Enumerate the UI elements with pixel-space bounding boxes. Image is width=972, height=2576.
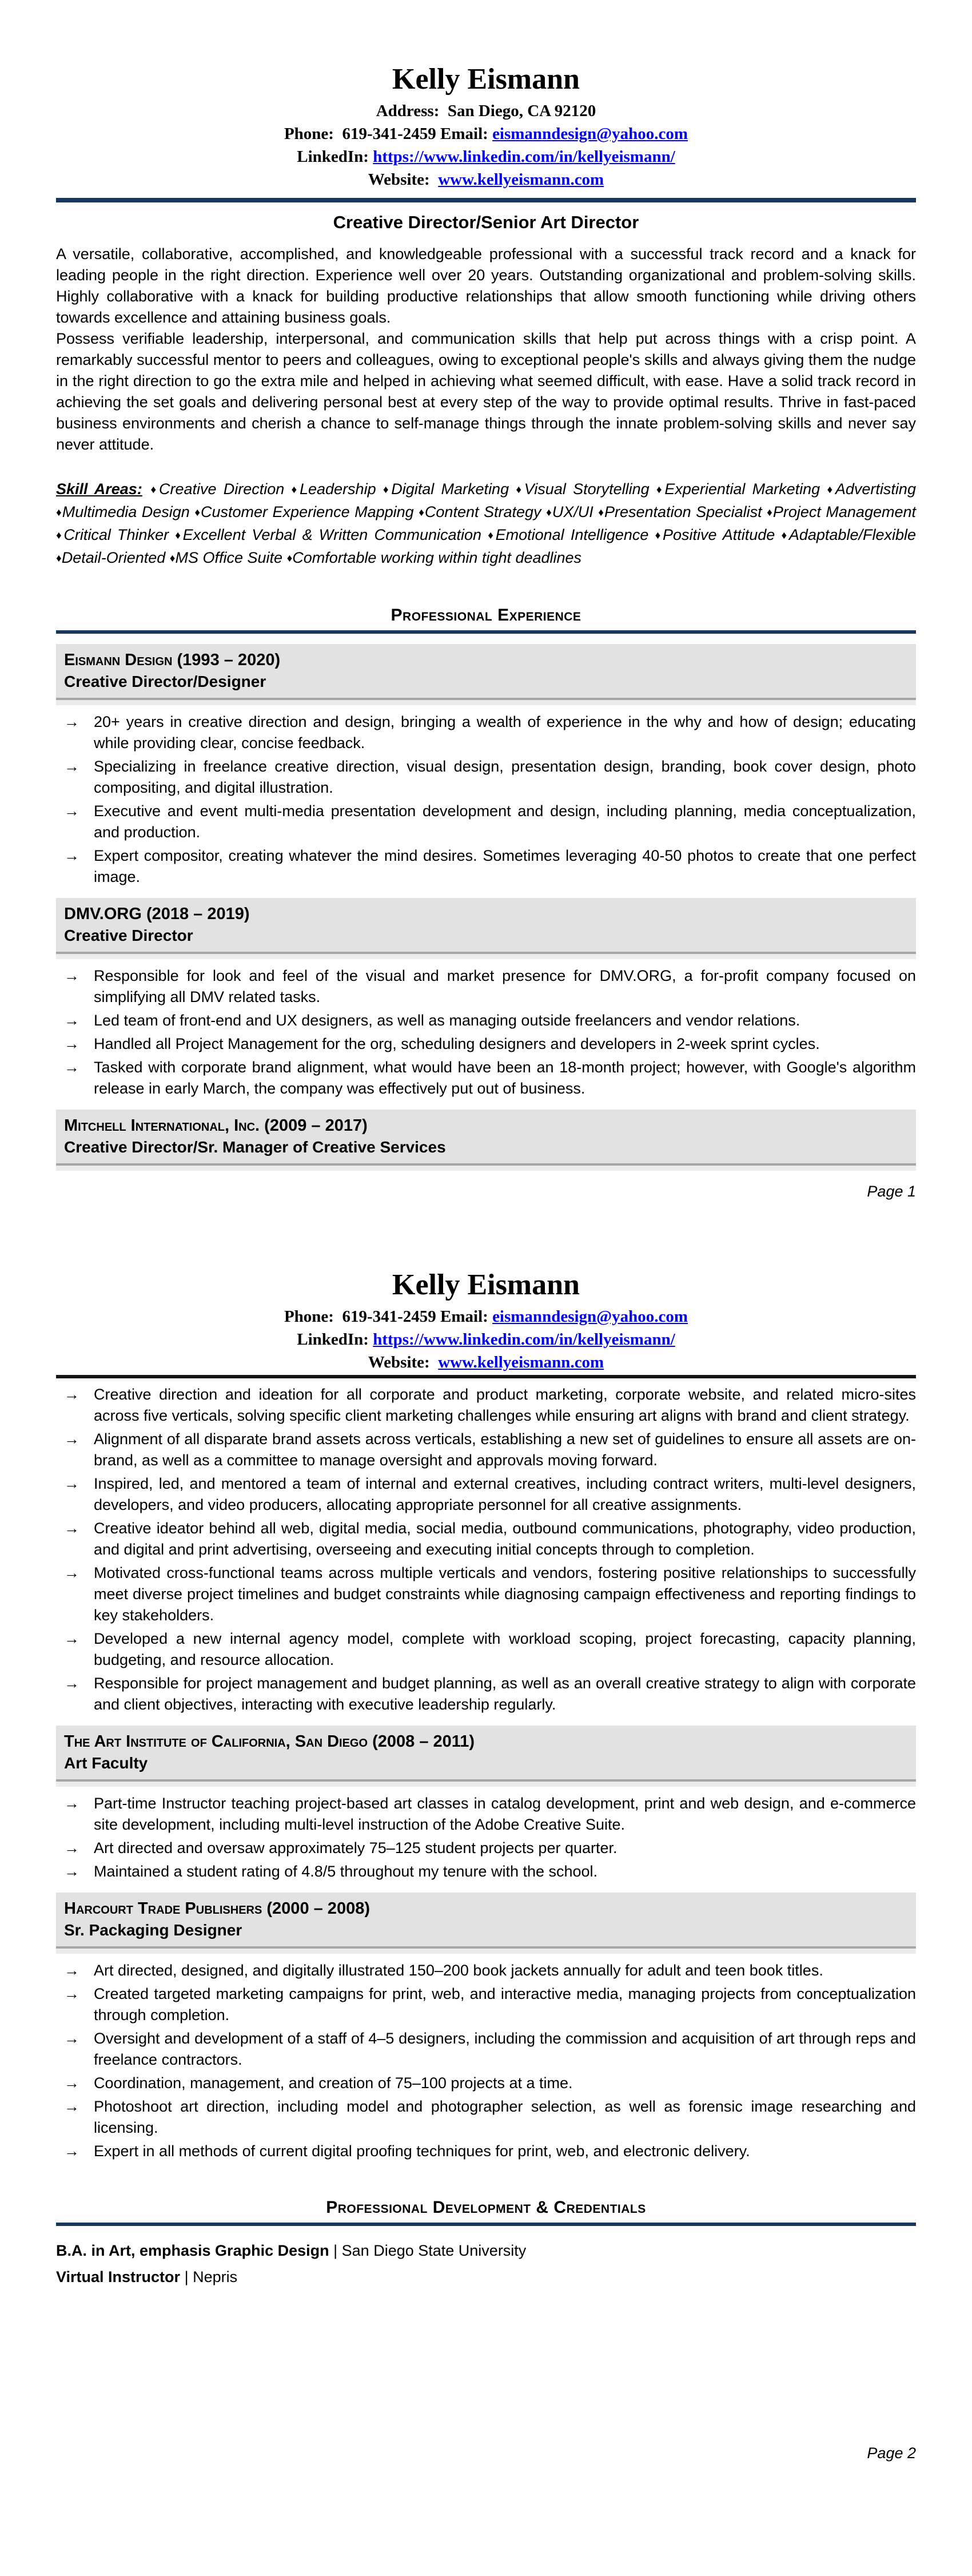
section-heading-experience: Professional Experience [391,606,581,625]
page-title: Kelly Eismann [392,63,580,96]
diamond-bullet-icon: ♦ [169,552,176,565]
website-link[interactable]: www.kellyeismann.com [438,1353,604,1372]
resume-document [0,59,972,2463]
skill-item: ♦Experiential Marketing [656,480,820,498]
arrow-bullet-icon: → [64,1564,79,1581]
diamond-bullet-icon: ♦ [56,507,62,519]
skill-item: ♦Detail-Oriented [56,549,166,566]
diamond-bullet-icon: ♦ [656,484,665,496]
arrow-bullet-icon: → [64,1059,79,1076]
address-line [56,100,916,122]
website-link[interactable]: www.kellyeismann.com [438,170,604,189]
arrow-bullet-icon: → [64,1839,79,1857]
arrow-bullet-icon: → [64,758,79,775]
bullet-text: Led team of front-end and UX designers, as well as managing outside freelancers and vendor relations. [94,1012,800,1029]
credential-bold: Virtual Instructor [56,2268,181,2285]
page-1 [56,59,916,1201]
website-label: Website: [368,1353,430,1372]
arrow-bullet-icon: → [64,1863,79,1880]
skill-item: ♦Presentation Specialist [598,503,762,520]
job-bullet-list-mitchell [56,1384,916,1715]
job-bullet-list [56,711,916,888]
credential-separator: | [333,2242,338,2259]
diamond-bullet-icon: ♦ [148,484,159,496]
arrow-bullet-icon: → [64,802,79,820]
bullet-item [56,1793,916,1835]
bullet-text: Responsible for project management and budget planning, as well as an overall creative strategy to align with corporate and client objectives, interacting with executive leadership regularly. [94,1675,916,1713]
job-bullet-list [56,1793,916,1882]
resume-subtitle: Creative Director/Senior Art Director [333,212,639,232]
credentials-block [56,2237,916,2290]
arrow-bullet-icon: → [64,1520,79,1537]
arrow-bullet-icon: → [64,1985,79,2002]
job-title: Creative Director [64,927,193,944]
bullet-text: Coordination, management, and creation of 75–100 projects at a time. [94,2074,573,2092]
diamond-bullet-icon: ♦ [419,507,425,519]
contact-block [56,100,916,191]
diamond-bullet-icon: ♦ [175,530,183,542]
bullet-text: Creative ideator behind all web, digital media, social media, outbound communications, photography, video production, and digital and print advertising, overseeing and executing initial concepts through to completion. [94,1520,916,1558]
skill-item: ♦Creative Direction [148,480,285,498]
header-divider-page2 [56,1375,916,1378]
bullet-text: Tasked with corporate brand alignment, what would have been an 18-month project; however, with Google's algorithm release in early March, the company was effectively put out of business. [94,1059,916,1097]
phone-email-line [56,1305,916,1328]
credential-degree [56,2237,916,2264]
skill-item: ♦UX/UI [546,503,593,520]
arrow-bullet-icon: → [64,1430,79,1448]
bullet-text: Oversight and development of a staff of 4–5 designers, including the commission and acquisition of art through reps and freelance contractors. [94,2030,916,2068]
bullet-item [56,756,916,798]
bullet-text: Part-time Instructor teaching project-based art classes in catalog development, print and web design, and e-commerce site development, including multi-level instruction of the Adobe Creative Suite. [94,1795,916,1833]
diamond-bullet-icon: ♦ [827,484,835,496]
bullet-text: Inspired, led, and mentored a team of internal and external creatives, including contract writers, multi-level designers, developers, and video producers, allocating appropriate personnel for all creative assignments. [94,1475,916,1513]
bullet-text: Created targeted marketing campaigns for print, web, and interactive media, managing projects from conceptualization through completion. [94,1985,916,2024]
page-number: Page 1 [867,1183,916,1200]
bullet-text: Maintained a student rating of 4.8/5 throughout my tenure with the school. [94,1863,598,1880]
skill-item: ♦Critical Thinker [56,526,169,543]
job-header-art-institute [56,1726,916,1782]
email-link[interactable]: eismanndesign@yahoo.com [492,1307,688,1326]
bullet-item [56,1861,916,1882]
contact-block [56,1305,916,1374]
bullet-item [56,711,916,754]
website-line [56,168,916,191]
skill-item: ♦Positive Attitude [655,526,775,543]
job-company: DMV.ORG (2018 – 2019) [64,905,250,923]
bullet-item [56,1429,916,1471]
job-title: Creative Director/Designer [64,673,266,690]
phone-label: Phone: [284,1307,334,1326]
arrow-bullet-icon: → [64,1475,79,1492]
diamond-bullet-icon: ♦ [516,484,524,496]
page-2 [56,1265,916,2463]
bullet-item [56,1518,916,1560]
phone-email-line [56,122,916,145]
arrow-bullet-icon: → [64,1012,79,1029]
bullet-item [56,2141,916,2162]
skill-item: ♦Advertisting [827,480,916,498]
skill-item: ♦Comfortable working within tight deadlines [286,549,582,566]
website-label: Website: [368,170,430,189]
phone-value: 619-341-2459 [342,1307,436,1326]
email-label: Email: [440,1307,488,1326]
skill-item: ♦Visual Storytelling [516,480,650,498]
arrow-bullet-icon: → [64,1675,79,1692]
linkedin-label: LinkedIn: [297,148,369,166]
bullet-text: 20+ years in creative direction and design, bringing a wealth of experience in the why and how of design; educating while providing clear, concise feedback. [94,713,916,752]
bullet-item [56,1960,916,1981]
diamond-bullet-icon: ♦ [56,530,64,542]
bullet-text: Responsible for look and feel of the visual and market presence for DMV.ORG, a for-profit company focused on simplifying all DMV related tasks. [94,967,916,1005]
job-company: Harcourt Trade Publishers (2000 – 2008) [64,1899,370,1918]
diamond-bullet-icon: ♦ [488,530,496,542]
job-company: Mitchell International, Inc. (2009 – 2017) [64,1116,368,1135]
bullet-item [56,1563,916,1626]
credential-instructor [56,2264,916,2290]
bullet-text: Developed a new internal agency model, complete with workload scoping, project forecasting, capacity planning, budgeting, and resource allocation. [94,1630,916,1668]
bullet-text: Handled all Project Management for the org, scheduling designers and developers in 2-week sprint cycles. [94,1035,820,1052]
arrow-bullet-icon: → [64,1386,79,1403]
bullet-text: Alignment of all disparate brand assets across verticals, establishing a new set of guidelines to ensure all assets are on-brand, as well as a committee to manage oversight and approvals moving forward. [94,1430,916,1469]
bullet-item [56,1673,916,1715]
bullet-item [56,1057,916,1099]
bullet-item [56,1983,916,2026]
skill-item: ♦MS Office Suite [169,549,283,566]
arrow-bullet-icon: → [64,2142,79,2160]
arrow-bullet-icon: → [64,2098,79,2115]
linkedin-line [56,145,916,168]
linkedin-link[interactable]: https://www.linkedin.com/in/kellyeismann/ [373,1330,675,1349]
skill-item: ♦Project Management [767,503,917,520]
bullet-item [56,1384,916,1426]
diamond-bullet-icon: ♦ [383,484,392,496]
section-divider [56,630,916,634]
skill-item: ♦Emotional Intelligence [488,526,649,543]
bullet-item [56,1033,916,1055]
diamond-bullet-icon: ♦ [781,530,789,542]
credential-separator: | [184,2268,189,2285]
email-label: Email: [440,125,488,143]
bullet-item [56,1838,916,1859]
arrow-bullet-icon: → [64,713,79,730]
job-title: Art Faculty [64,1754,148,1772]
skill-areas [56,478,916,570]
skill-item: ♦Content Strategy [419,503,541,520]
section-divider [56,2223,916,2226]
bullet-item [56,845,916,888]
job-header-mitchell-international [56,1110,916,1166]
summary-paragraph: A versatile, collaborative, accomplished, and knowledgeable professional with a successful track record and a knack for leading people in the right direction. Experience well over 20 years. Outstanding organizational and problem-solving skills. Highly collaborative with a knack for building productive relationships that allow smooth functioning while driving others towards excellence and attaining business goals. [56,245,916,326]
bullet-text: Expert compositor, creating whatever the mind desires. Sometimes leveraging 40-50 photos to create that one perfect image. [94,847,916,885]
job-title: Sr. Packaging Designer [64,1921,242,1939]
bullet-item [56,1628,916,1671]
bullet-item [56,1473,916,1516]
job-header-eismann-design [56,644,916,700]
job-title: Creative Director/Sr. Manager of Creative Services [64,1138,446,1156]
skill-areas-label: Skill Areas: [56,480,142,498]
arrow-bullet-icon: → [64,2030,79,2047]
arrow-bullet-icon: → [64,1962,79,1979]
header-divider [56,198,916,202]
phone-label: Phone: [284,125,334,143]
bullet-text: Expert in all methods of current digital proofing techniques for print, web, and electronic delivery. [94,2142,750,2160]
credential-rest: Nepris [193,2268,238,2285]
job-header-dmv-org [56,898,916,954]
email-link[interactable]: eismanndesign@yahoo.com [492,125,688,143]
skill-item: ♦Adaptable/Flexible [781,526,917,543]
job-company: Eismann Design (1993 – 2020) [64,651,281,669]
arrow-bullet-icon: → [64,1035,79,1052]
bullet-text: Motivated cross-functional teams across multiple verticals and vendors, fostering positive relationships to successfully meet diverse project timelines and budget constraints while diagnosing campaign effectiveness and reporting findings to key stakeholders. [94,1564,916,1624]
bullet-item [56,801,916,843]
diamond-bullet-icon: ♦ [767,507,773,519]
skill-item: ♦Leadership [291,480,376,498]
diamond-bullet-icon: ♦ [546,507,552,519]
job-company: The Art Institute of California, San Diego (2008 – 2011) [64,1732,475,1751]
bullet-item [56,2096,916,2138]
section-heading-development: Professional Development & Credentials [326,2198,646,2217]
arrow-bullet-icon: → [64,847,79,864]
bullet-text: Art directed and oversaw approximately 75–125 student projects per quarter. [94,1839,618,1857]
skill-areas-list [56,480,916,566]
skill-item: ♦Digital Marketing [383,480,509,498]
website-line [56,1351,916,1374]
address-label: Address: [376,102,440,120]
bullet-text: Creative direction and ideation for all corporate and product marketing, corporate website, and related micro-sites across five verticals, solving specific client marketing challenges while ensuring art aligns with brand and client strategy. [94,1386,916,1424]
skill-item: ♦Excellent Verbal & Written Communication [175,526,482,543]
arrow-bullet-icon: → [64,1630,79,1647]
job-bullet-list [56,965,916,1099]
bullet-item [56,2073,916,2094]
skill-item: ♦Multimedia Design [56,503,190,520]
page-number: Page 2 [867,2444,916,2462]
bullet-item [56,1010,916,1031]
page-title: Kelly Eismann [392,1269,580,1301]
phone-value: 619-341-2459 [342,125,436,143]
arrow-bullet-icon: → [64,967,79,984]
diamond-bullet-icon: ♦ [56,552,62,565]
diamond-bullet-icon: ♦ [655,530,663,542]
bullet-text: Photoshoot art direction, including model and photographer selection, as well as forensic image researching and licensing. [94,2098,916,2136]
bullet-text: Art directed, designed, and digitally illustrated 150–200 book jackets annually for adult and teen book titles. [94,1962,823,1979]
skill-item: ♦Customer Experience Mapping [194,503,414,520]
address-value: San Diego, CA 92120 [447,102,596,120]
bullet-item [56,965,916,1008]
credential-bold: B.A. in Art, emphasis Graphic Design [56,2242,329,2259]
linkedin-line [56,1328,916,1351]
linkedin-label: LinkedIn: [297,1330,369,1349]
bullet-item [56,2028,916,2070]
arrow-bullet-icon: → [64,2074,79,2092]
diamond-bullet-icon: ♦ [286,552,293,565]
job-bullet-list [56,1960,916,2162]
summary-paragraph: Possess verifiable leadership, interpersonal, and communication skills that help put across things with a crisp point. A remarkably successful mentor to peers and colleagues, owing to exceptional people's skills and always giving them the nudge in the right direction to go the extra mile and helped in achieving what seemed difficult, with ease. Have a solid track record in achieving the set goals and delivering personal best at every step of the way to provide optimal results. Thrive in fast-paced business environments and cherish a chance to self-manage things through the innate problem-solving skills and never say never attitude. [56,330,916,453]
bullet-text: Executive and event multi-media presentation development and design, including planning, media conceptualization, and production. [94,802,916,841]
diamond-bullet-icon: ♦ [598,507,604,519]
credential-rest: San Diego State University [341,2242,527,2259]
job-header-harcourt [56,1893,916,1949]
bullet-text: Specializing in freelance creative direction, visual design, presentation design, branding, book cover design, photo compositing, and digital illustration. [94,758,916,796]
diamond-bullet-icon: ♦ [291,484,300,496]
arrow-bullet-icon: → [64,1795,79,1812]
diamond-bullet-icon: ♦ [194,507,201,519]
linkedin-link[interactable]: https://www.linkedin.com/in/kellyeismann/ [373,148,675,166]
